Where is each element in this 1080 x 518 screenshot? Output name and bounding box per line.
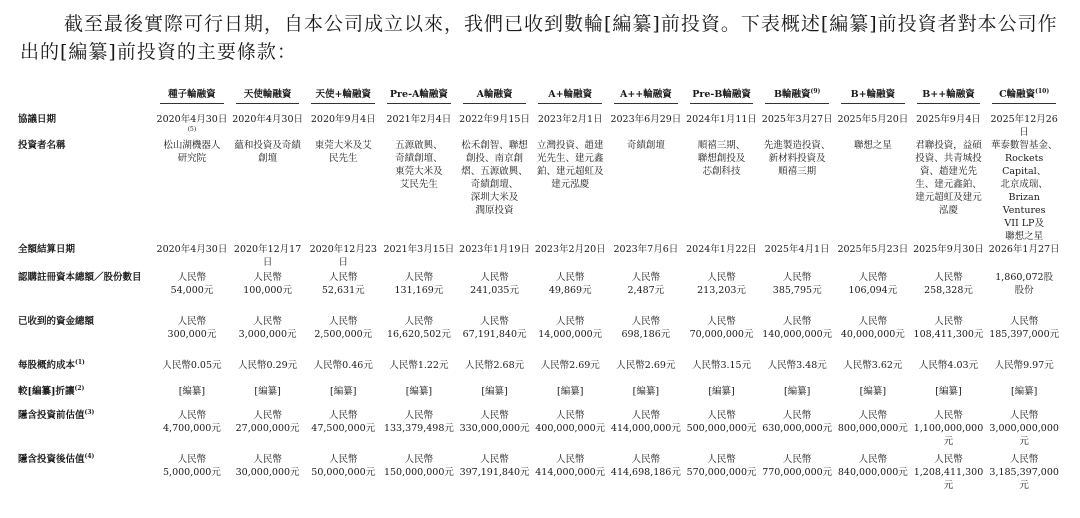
table-cell <box>154 359 230 385</box>
cell-value: 立灣投資、趙建 光先生、建元鑫 鉑、建元超虹及 建元泓慶 <box>536 140 604 190</box>
cell-value: [編纂] <box>783 386 811 397</box>
table-cell <box>986 107 1062 139</box>
table-cell <box>305 409 381 453</box>
column-header-label: B++輪融資 <box>917 88 981 104</box>
table-cell <box>457 385 533 409</box>
cell-value: 2020年12月23日 <box>309 244 377 268</box>
table-cell <box>230 243 306 271</box>
table-cell <box>457 409 533 453</box>
cell-value: 2022年9月15日 <box>459 114 530 125</box>
cell-value: [編纂] <box>557 386 584 397</box>
table-cell <box>230 271 306 315</box>
table-row-investors <box>18 139 1062 243</box>
table-cell <box>835 243 911 271</box>
table-cell <box>608 271 684 315</box>
cell-value: 2025年5月20日 <box>837 114 909 125</box>
table-cell <box>911 453 987 493</box>
table-cell <box>835 453 911 493</box>
cell-value: 人民幣 3,000,000,000元 <box>989 410 1059 447</box>
table-cell <box>532 453 608 493</box>
row-label-text: 投資者名稱 <box>18 140 66 151</box>
table-cell <box>986 271 1062 315</box>
cell-value: 人民幣 133,379,498元 <box>383 410 454 434</box>
cell-value: 人民幣 385,795元 <box>772 272 822 296</box>
cell-value: 2025年5月23日 <box>837 244 909 255</box>
table-cell <box>835 139 911 243</box>
cell-value: 人民幣3.15元 <box>691 360 752 371</box>
table-cell <box>608 359 684 385</box>
table-cell <box>532 243 608 271</box>
table-cell <box>608 139 684 243</box>
cell-value: 奇績創壇 <box>626 140 665 151</box>
column-header <box>381 88 457 107</box>
table-cell <box>154 385 230 409</box>
column-header-label: C輪融資$^{(10)}$ <box>992 88 1056 104</box>
cell-value: 人民幣 54,000元 <box>170 272 214 296</box>
row-label <box>18 409 154 453</box>
table-cell <box>532 271 608 315</box>
cell-value: 人民幣 330,000,000元 <box>459 410 530 434</box>
column-header <box>457 88 533 107</box>
cell-value: 人民幣 49,869元 <box>548 272 592 296</box>
cell-value: 人民幣 414,000,000元 <box>610 410 681 434</box>
cell-value: 2023年2月20日 <box>534 244 606 255</box>
cell-value: 2025年4月1日 <box>764 244 830 255</box>
table-cell <box>835 359 911 385</box>
table-row-agreement-date <box>18 107 1062 139</box>
cell-value: 人民幣 414,000,000元 <box>535 454 606 478</box>
cell-value: 2025年12月26日 <box>990 114 1058 138</box>
cell-value: [編纂] <box>935 386 962 397</box>
table-cell <box>759 359 835 385</box>
pre-ipo-investment-table <box>18 88 1062 493</box>
cell-value: 人民幣9.97元 <box>994 360 1054 371</box>
cell-value: [編纂] <box>178 386 206 397</box>
table-cell <box>381 243 457 271</box>
row-label-text: 認購註冊資本總額／股份數目 <box>18 272 142 283</box>
table-cell <box>457 453 533 493</box>
table-cell <box>381 385 457 409</box>
table-row-cost-per-share <box>18 359 1062 385</box>
table-cell <box>457 271 533 315</box>
cell-value: 2020年4月30日 <box>156 114 228 125</box>
cell-value: 2020年12月17日 <box>233 244 302 268</box>
cell-value: 人民幣 570,000,000元 <box>686 454 757 478</box>
cell-value: [編纂] <box>708 386 735 397</box>
row-label <box>18 243 154 271</box>
table-cell <box>911 107 987 139</box>
cell-value: 人民幣 800,000,000元 <box>837 410 908 434</box>
table-cell <box>154 139 230 243</box>
table-cell <box>684 271 760 315</box>
cell-value: 人民幣 150,000,000元 <box>383 454 454 478</box>
cell-value: 2020年4月30日 <box>156 244 228 255</box>
cell-value: 人民幣 185,397,000元 <box>989 316 1060 340</box>
row-label <box>18 139 154 243</box>
table-cell <box>684 243 760 271</box>
cell-value: 人民幣 698,186元 <box>621 316 671 340</box>
cell-value: 人民幣 213,203元 <box>697 272 746 296</box>
table-cell <box>986 139 1062 243</box>
cell-value: 2023年6月29日 <box>610 114 682 125</box>
cell-value: 人民幣 3,185,397,000元 <box>989 454 1059 491</box>
cell-value: 人民幣 500,000,000元 <box>686 410 757 434</box>
cell-value: 華泰數智基金、 Rockets Capital、 北京成瑞、 Brizan Ventures VII LP及 聯想之星 <box>990 140 1058 242</box>
table-cell <box>230 409 306 453</box>
table-cell <box>305 107 381 139</box>
table-cell <box>154 107 230 139</box>
table-cell <box>532 385 608 409</box>
table-cell <box>608 243 684 271</box>
column-header-label: Pre-A輪融資 <box>387 88 451 104</box>
table-cell <box>986 453 1062 493</box>
cell-value: 2023年7月6日 <box>613 244 679 255</box>
cell-value: 蘊和投資及奇績 創壇 <box>234 140 301 164</box>
table-cell <box>911 139 987 243</box>
cell-value: 人民幣 414,698,186元 <box>610 454 681 478</box>
table-cell <box>230 359 306 385</box>
table-cell <box>381 139 457 243</box>
cell-value: 人民幣 300,000元 <box>167 316 217 340</box>
cell-value: 人民幣 630,000,000元 <box>762 410 833 434</box>
row-label-text: 每股概約成本 <box>18 360 76 371</box>
cell-value: 2024年1月11日 <box>686 114 757 125</box>
cell-value: [編纂] <box>330 386 357 397</box>
footnote-marker: (1) <box>75 358 85 366</box>
cell-value: 2025年9月4日 <box>916 114 981 125</box>
cell-value: 人民幣 40,000,000元 <box>840 316 905 340</box>
cell-value: 人民幣 108,411,300元 <box>913 316 984 340</box>
cell-value: 人民幣4.03元 <box>918 360 979 371</box>
footnote-marker: (3) <box>84 408 95 416</box>
cell-value: 人民幣0.29元 <box>238 360 298 371</box>
cell-value: 先進製造投資、 新材料投資及 順禧三期 <box>763 140 831 177</box>
table-cell <box>305 385 381 409</box>
column-header <box>532 88 608 107</box>
cell-value: 人民幣1.22元 <box>389 360 449 371</box>
cell-value: 人民幣3.48元 <box>767 360 827 371</box>
cell-value: 人民幣 100,000元 <box>243 272 292 296</box>
table-cell <box>230 107 306 139</box>
column-header <box>759 88 835 107</box>
cell-value: 人民幣 27,000,000元 <box>235 410 300 434</box>
table-cell <box>608 385 684 409</box>
table-cell <box>608 409 684 453</box>
cell-value: 人民幣 1,100,000,000元 <box>913 410 984 447</box>
cell-value: 2025年3月27日 <box>761 114 833 125</box>
cell-value: 2025年9月30日 <box>913 244 984 255</box>
row-label-text: 全額結算日期 <box>18 244 76 255</box>
table-row-pre-money <box>18 409 1062 453</box>
column-header <box>608 88 684 107</box>
cell-value: 人民幣 30,000,000元 <box>235 454 300 478</box>
cell-value: 人民幣 770,000,000元 <box>762 454 833 478</box>
table-cell <box>154 315 230 359</box>
cell-value: 人民幣2.69元 <box>540 360 600 371</box>
table-cell <box>305 315 381 359</box>
cell-value: 人民幣 1,208,411,300元 <box>913 454 984 491</box>
row-label <box>18 385 154 409</box>
row-label-text: 較[編纂]折讓 <box>18 386 75 397</box>
table-cell <box>608 453 684 493</box>
table-cell <box>305 453 381 493</box>
column-header-label: A++輪融資 <box>614 88 678 104</box>
table-cell <box>532 359 608 385</box>
column-header <box>154 88 230 107</box>
cell-value: 2021年2月4日 <box>386 114 452 125</box>
table-cell <box>911 409 987 453</box>
table-cell <box>154 243 230 271</box>
cell-value: 1,860,072股 股份 <box>995 272 1054 296</box>
cell-value: 五源啟興、 奇績創壇、 東莞大米及 艾民先生 <box>395 140 443 190</box>
table-cell <box>230 315 306 359</box>
table-cell <box>684 385 760 409</box>
column-header-label: Pre-B輪融資 <box>690 88 754 104</box>
cell-value: 人民幣 16,620,502元 <box>386 316 451 340</box>
table-cell <box>911 385 987 409</box>
cell-value: 2020年4月30日 <box>232 114 303 125</box>
table-cell <box>835 385 911 409</box>
cell-value: 人民幣 67,191,840元 <box>462 316 527 340</box>
table-row-discount <box>18 385 1062 409</box>
table-cell <box>759 139 835 243</box>
table-cell <box>759 453 835 493</box>
table-cell <box>532 107 608 139</box>
column-header <box>986 88 1062 107</box>
row-label-text: 協議日期 <box>18 114 57 125</box>
table-row-settlement-date <box>18 243 1062 271</box>
cell-value: 人民幣2.69元 <box>616 360 676 371</box>
table-cell <box>532 409 608 453</box>
table-cell <box>684 107 760 139</box>
cell-value: 2020年9月4日 <box>310 114 376 125</box>
footnote-marker: (9) <box>810 87 821 95</box>
footnote-marker: (4) <box>84 452 95 460</box>
column-header-label: B輪融資$^{(9)}$ <box>765 88 829 104</box>
table-cell <box>230 453 306 493</box>
table-row-post-money <box>18 453 1062 493</box>
table-cell <box>457 243 533 271</box>
table-cell <box>986 359 1062 385</box>
table-cell <box>381 315 457 359</box>
cell-value: 人民幣2.68元 <box>464 360 525 371</box>
table-cell <box>305 271 381 315</box>
table-cell <box>230 139 306 243</box>
cell-value: 人民幣 2,487元 <box>627 272 665 296</box>
cell-value: [編纂] <box>632 386 660 397</box>
cell-value: 人民幣 400,000,000元 <box>535 410 606 434</box>
cell-value: 2021年3月15日 <box>383 244 455 255</box>
table-row-registered-capital <box>18 271 1062 315</box>
table-cell <box>835 409 911 453</box>
table-cell <box>381 453 457 493</box>
table-cell <box>684 359 760 385</box>
table-cell <box>381 359 457 385</box>
cell-value: 人民幣3.62元 <box>843 360 903 371</box>
cell-value: [編纂] <box>481 386 508 397</box>
table-cell <box>457 315 533 359</box>
table-cell <box>986 315 1062 359</box>
cell-value: 人民幣 397,191,840元 <box>459 454 530 478</box>
cell-value: 人民幣 52,631元 <box>321 272 365 296</box>
table-cell <box>835 107 911 139</box>
header-corner <box>18 88 154 107</box>
row-label-text: 隱含投資後估值 <box>18 454 85 465</box>
cell-value: 人民幣 241,035元 <box>470 272 519 296</box>
cell-value: 人民幣 70,000,000元 <box>689 316 754 340</box>
table-row-funds-received <box>18 315 1062 359</box>
row-label <box>18 107 154 139</box>
cell-value: 順禧三期、 聯想創投及 芯創科技 <box>697 140 746 177</box>
row-label-text: 已收到的資金總額 <box>18 316 95 327</box>
table-cell <box>305 359 381 385</box>
row-label <box>18 271 154 315</box>
cell-value: 君聯投資，益碩 投資、共青城投 資、趙建光先 生、建元鑫鉑、 建元超虹及建元 泓慶 <box>915 140 982 216</box>
cell-value: 人民幣 140,000,000元 <box>762 316 833 340</box>
table-cell <box>759 243 835 271</box>
column-header <box>911 88 987 107</box>
table-cell <box>608 315 684 359</box>
cell-value: [編纂] <box>405 386 433 397</box>
cell-value: 人民幣 5,000,000元 <box>163 454 221 478</box>
row-label <box>18 315 154 359</box>
column-header-label: B+輪融資 <box>841 88 905 104</box>
table-cell <box>759 385 835 409</box>
table-cell <box>230 385 306 409</box>
table-cell <box>759 409 835 453</box>
table-cell <box>532 315 608 359</box>
cell-value: 松山湖機器人 研究院 <box>163 140 221 164</box>
intro-paragraph: 截至最後實際可行日期，自本公司成立以來，我們已收到數輪[編纂]前投資。下表概述[編纂]前投資者對本公司作出的[編纂]前投資的主要條款： <box>20 13 1058 63</box>
table-cell <box>457 107 533 139</box>
table-cell <box>759 315 835 359</box>
cell-value: 人民幣0.05元 <box>162 360 222 371</box>
row-label <box>18 359 154 385</box>
table-cell <box>911 315 987 359</box>
footnote-marker: (5) <box>187 125 197 133</box>
cell-value: 2026年1月27日 <box>988 244 1060 255</box>
column-header-label: A輪融資 <box>463 88 527 104</box>
table-cell <box>305 243 381 271</box>
cell-value: 人民幣 14,000,000元 <box>538 316 603 340</box>
column-header <box>835 88 911 107</box>
cell-value: 聯想之星 <box>853 140 892 151</box>
table-cell <box>911 243 987 271</box>
column-header-label: 種子輪融資 <box>160 88 224 104</box>
cell-value: 人民幣 106,094元 <box>848 272 898 296</box>
table-cell <box>835 315 911 359</box>
table-cell <box>381 271 457 315</box>
table-cell <box>381 107 457 139</box>
column-header <box>230 88 306 107</box>
cell-value: 東莞大米及艾 民先生 <box>314 140 372 164</box>
cell-value: 2023年2月1日 <box>537 114 603 125</box>
table-cell <box>684 315 760 359</box>
footnote-marker: (2) <box>74 384 85 392</box>
table-cell <box>911 271 987 315</box>
cell-value: [編纂] <box>1010 386 1038 397</box>
table-cell <box>684 409 760 453</box>
cell-value: 人民幣 47,500,000元 <box>311 410 376 434</box>
table-cell <box>684 139 760 243</box>
cell-value: 人民幣 4,700,000元 <box>163 410 221 434</box>
column-header <box>684 88 760 107</box>
cell-value: [編纂] <box>859 386 887 397</box>
cell-value: 人民幣 3,000,000元 <box>238 316 297 340</box>
cell-value: 2023年1月19日 <box>459 244 530 255</box>
column-header-label: 天使+輪融資 <box>311 88 375 104</box>
table-header-row <box>18 88 1062 107</box>
cell-value: 人民幣0.46元 <box>313 360 373 371</box>
cell-value: 人民幣 840,000,000元 <box>837 454 908 478</box>
table-cell <box>684 453 760 493</box>
cell-value: 人民幣 50,000,000元 <box>311 454 376 478</box>
table-cell <box>457 139 533 243</box>
table-cell <box>759 271 835 315</box>
table-cell <box>835 271 911 315</box>
table-cell <box>986 385 1062 409</box>
table-cell <box>381 409 457 453</box>
row-label <box>18 453 154 493</box>
table-cell <box>457 359 533 385</box>
table-cell <box>305 139 381 243</box>
table-cell <box>154 271 230 315</box>
table-cell <box>986 243 1062 271</box>
row-label-text: 隱含投資前估值 <box>18 410 85 421</box>
cell-value: 人民幣 2,500,000元 <box>314 316 373 340</box>
column-header <box>305 88 381 107</box>
table-cell <box>986 409 1062 453</box>
column-header-label: 天使輪融資 <box>236 88 300 104</box>
column-header-label: A+輪融資 <box>538 88 602 104</box>
table-cell <box>532 139 608 243</box>
footnote-marker: (10) <box>1035 87 1050 95</box>
cell-value: 松禾創智、聯想 創投、南京創 熠、五源啟興、 奇績創壇、 深圳大米及 潤原投資 <box>461 140 528 216</box>
cell-value: 人民幣 258,328元 <box>924 272 973 296</box>
cell-value: 人民幣 131,169元 <box>394 272 444 296</box>
table-cell <box>154 453 230 493</box>
table-cell <box>911 359 987 385</box>
table-cell <box>154 409 230 453</box>
table-cell <box>759 107 835 139</box>
cell-value: [編纂] <box>254 386 281 397</box>
table-cell <box>608 107 684 139</box>
cell-value: 2024年1月22日 <box>686 244 757 255</box>
